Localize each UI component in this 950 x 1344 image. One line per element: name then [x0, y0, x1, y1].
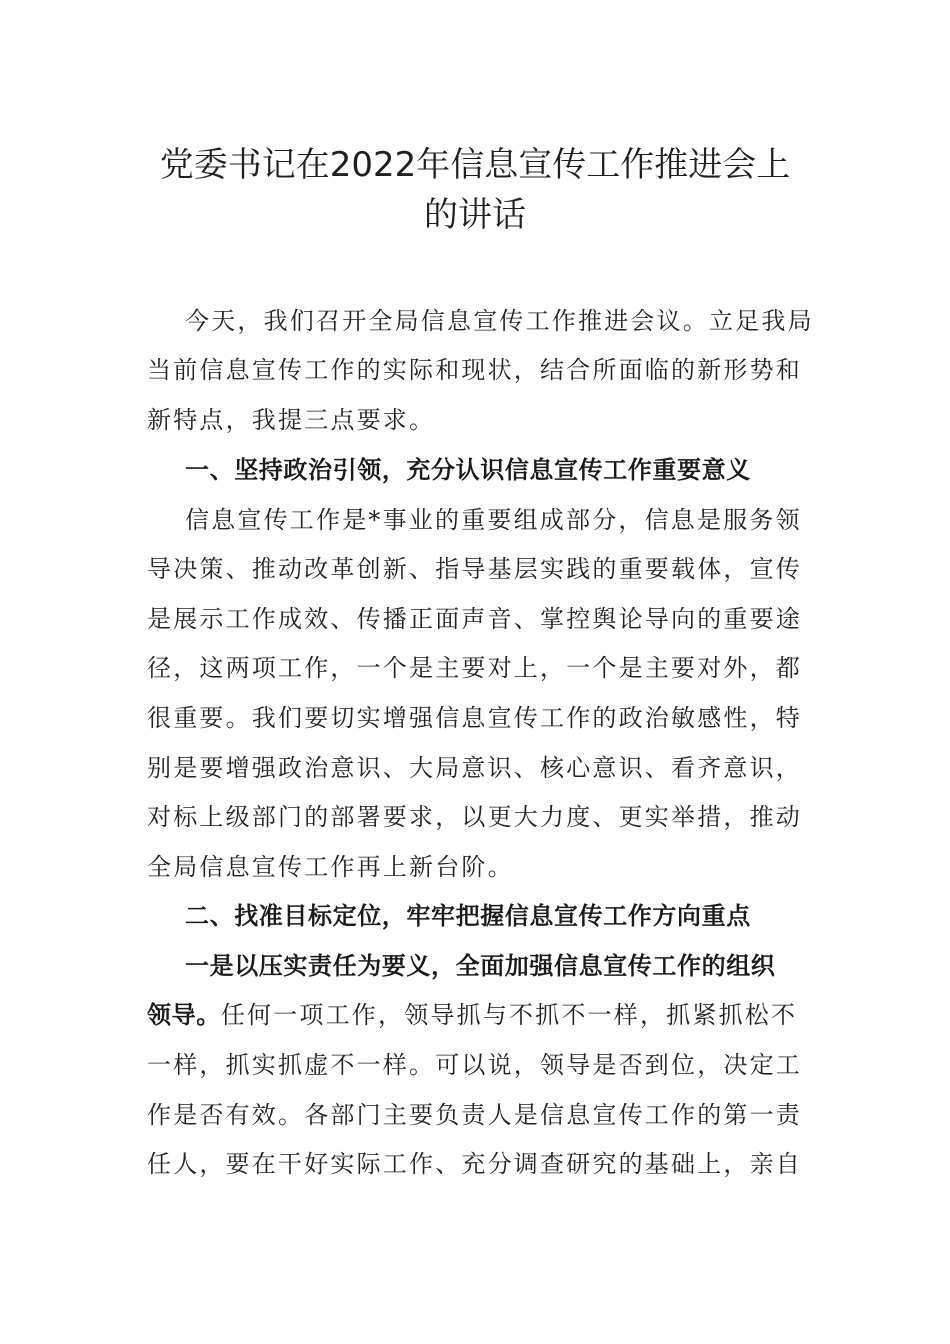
- section-1-line-6: 别是要增强政治意识、大局意识、核心意识、看齐意识，: [147, 754, 802, 782]
- section-1-line-3: 是展示工作成效、传播正面声音、掌控舆论导向的重要途: [147, 605, 802, 633]
- section-1-line-8: 全局信息宣传工作再上新台阶。: [147, 853, 514, 881]
- intro-line-2: 当前信息宣传工作的实际和现状，结合所面临的新形势和: [147, 356, 802, 384]
- document-title-line-2: 的讲话: [424, 195, 526, 235]
- section-2-point-1-bold-lead: 领导。: [147, 1001, 221, 1029]
- section-1-heading: 一、坚持政治引领，充分认识信息宣传工作重要意义: [185, 456, 751, 484]
- document-title-line-1: 党委书记在2022年信息宣传工作推进会上: [159, 145, 791, 185]
- intro-line-3: 新特点，我提三点要求。: [147, 406, 436, 434]
- section-1-line-7: 对标上级部门的部署要求，以更大力度、更实举措，推动: [147, 803, 802, 831]
- section-1-line-4: 径，这两项工作，一个是主要对上，一个是主要对外，都: [147, 654, 802, 682]
- section-2-point-1-mixed-line: [147, 998, 797, 1032]
- section-2-line-1: 一样，抓实抓虚不一样。可以说，领导是否到位，决定工: [147, 1051, 802, 1079]
- section-1-line-1: 信息宣传工作是*事业的重要组成部分，信息是服务领: [185, 506, 802, 534]
- section-2-point-1-rest: 任何一项工作，领导抓与不抓不一样，抓紧抓松不: [220, 1001, 798, 1029]
- section-2-heading: 二、找准目标定位，牢牢把握信息宣传工作方向重点: [185, 902, 751, 930]
- section-1-line-2: 导决策、推动改革创新、指导基层实践的重要载体，宣传: [147, 555, 802, 583]
- intro-line-1: 今天，我们召开全局信息宣传工作推进会议。立足我局: [185, 307, 814, 335]
- section-2-line-3: 任人，要在干好实际工作、充分调查研究的基础上，亲自: [147, 1150, 802, 1178]
- section-2-point-1-bold-line: 一是以压实责任为要义，全面加强信息宣传工作的组织: [185, 952, 776, 980]
- section-1-line-5: 很重要。我们要切实增强信息宣传工作的政治敏感性，特: [147, 704, 802, 732]
- section-2-line-2: 作是否有效。各部门主要负责人是信息宣传工作的第一责: [147, 1101, 802, 1129]
